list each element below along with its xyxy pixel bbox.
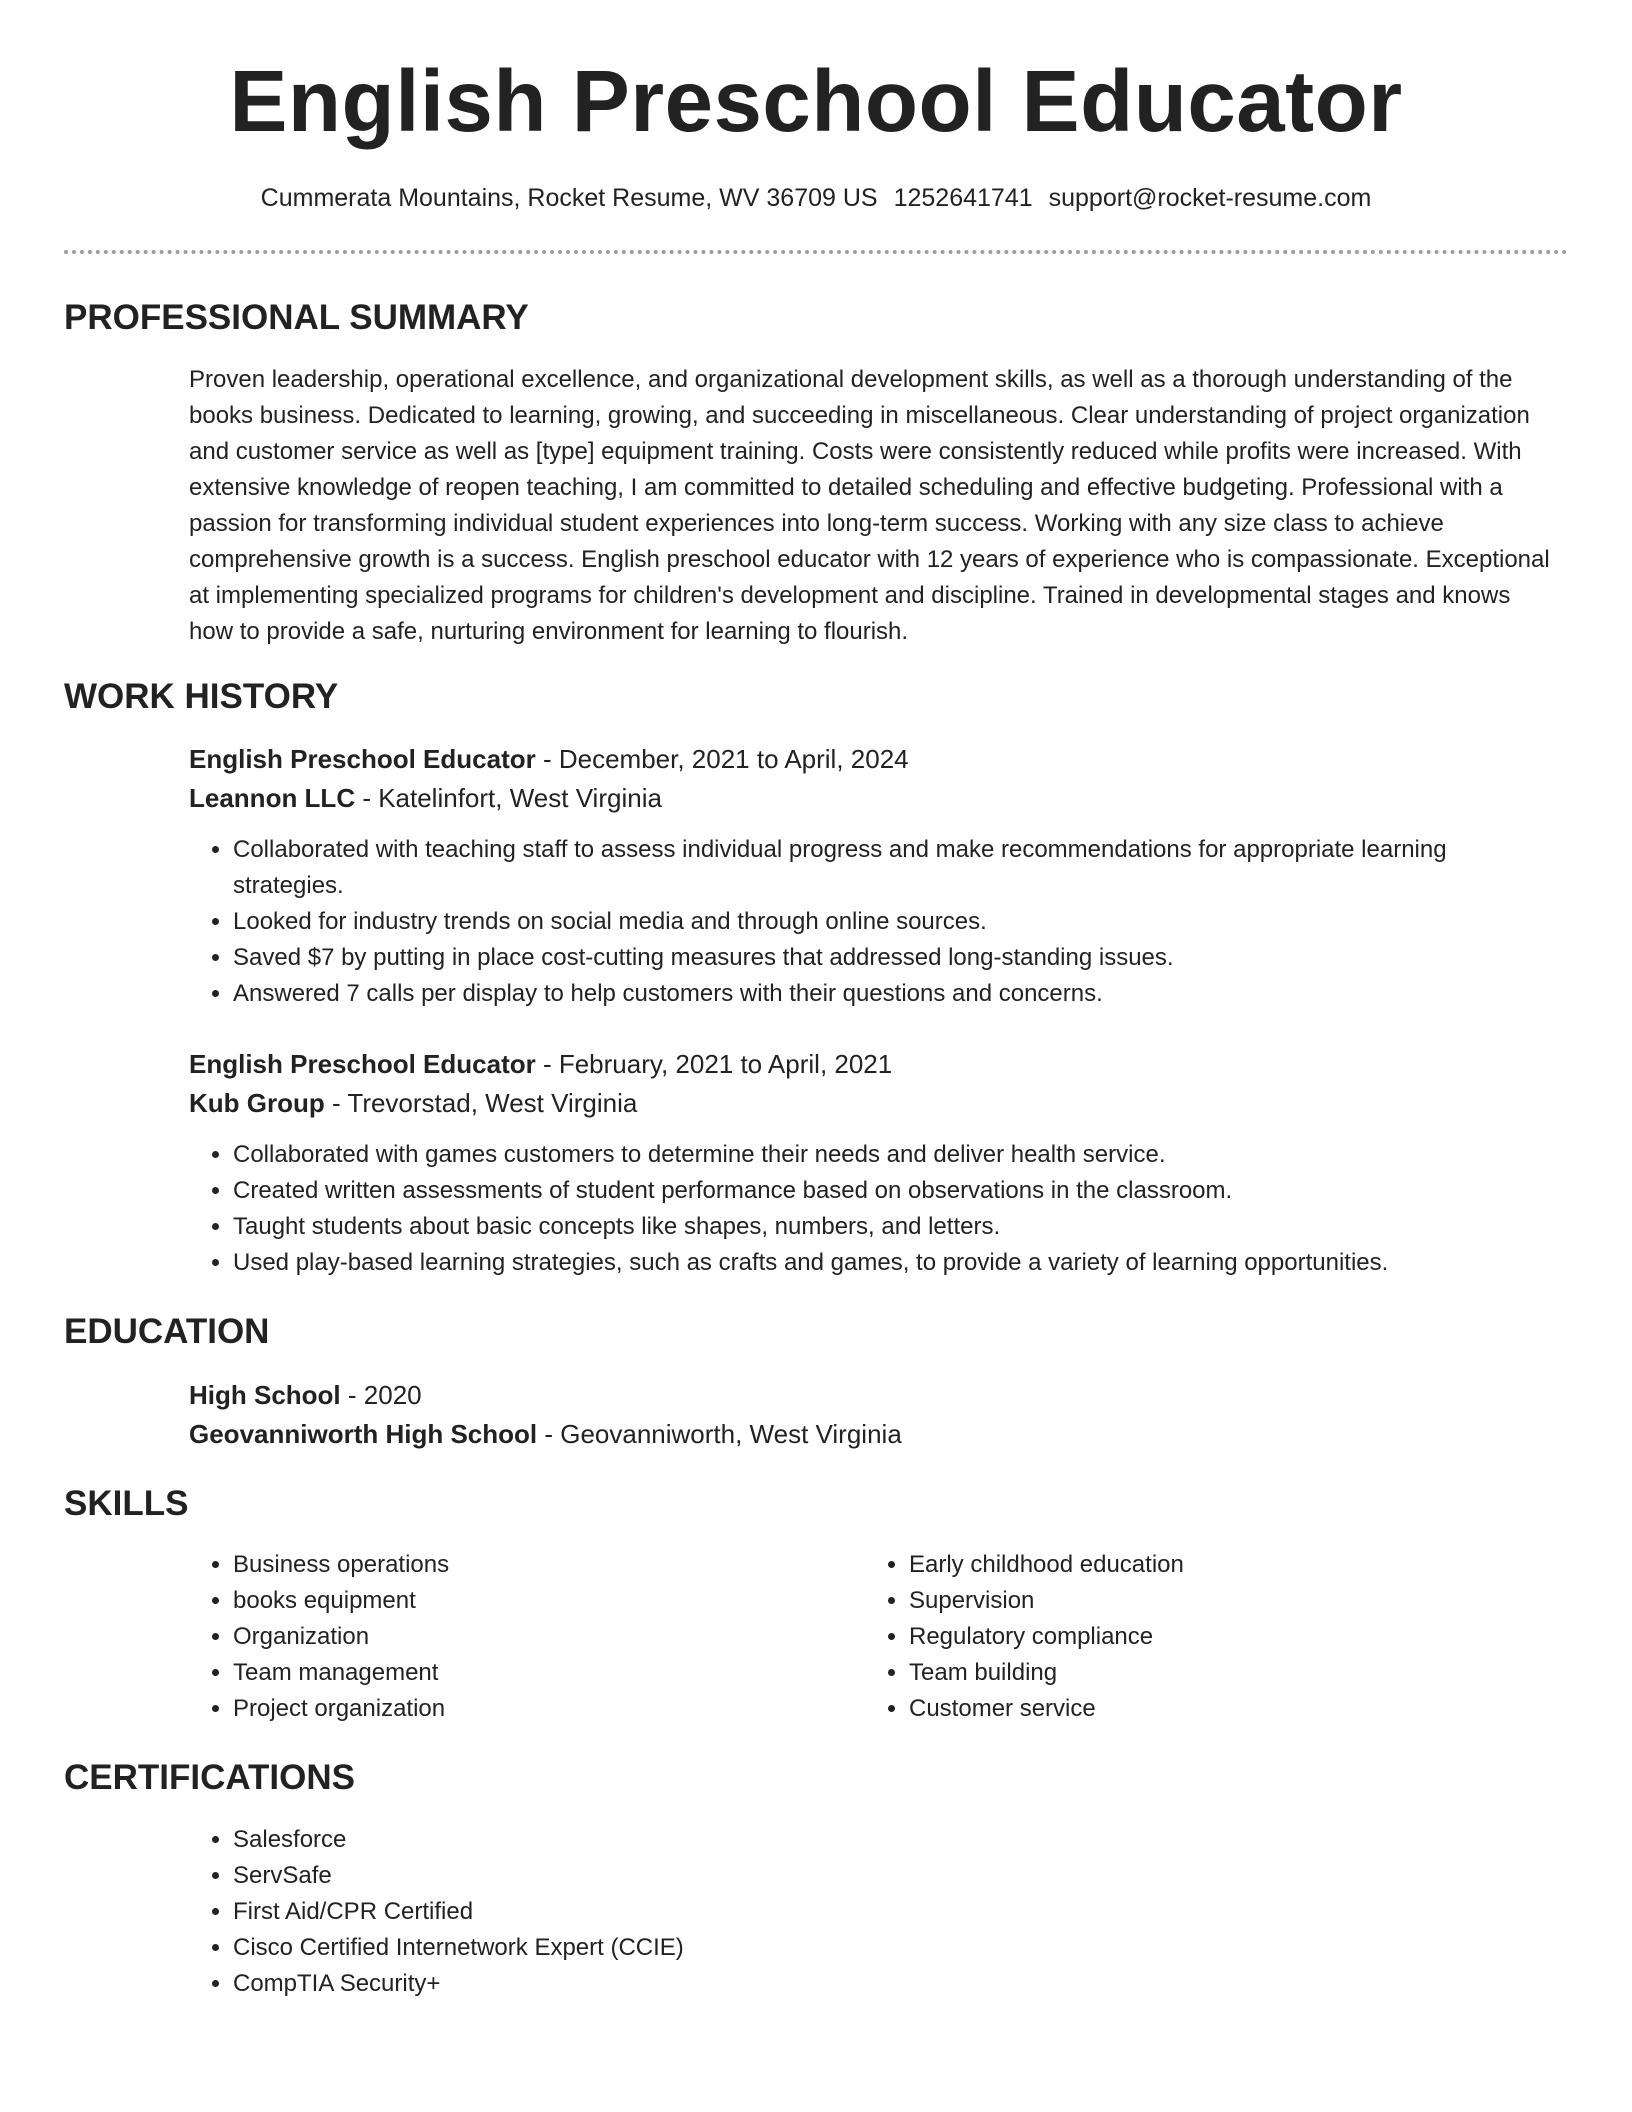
job-title-line [189, 1045, 1559, 1084]
list-item: • Team management [233, 1655, 809, 1691]
list-item: • Supervision [909, 1583, 1485, 1619]
job-entry [189, 1045, 1559, 1281]
education-school-line [189, 1415, 1559, 1454]
list-item: • Organization [233, 1619, 809, 1655]
education-location: - Geovanniworth, West Virginia [537, 1419, 902, 1449]
list-item: • Business operations [233, 1547, 809, 1583]
section-title-summary: PROFESSIONAL SUMMARY [64, 298, 529, 337]
candidate-name: English Preschool Educator [229, 53, 1403, 150]
job-company: Kub Group [189, 1088, 325, 1118]
job-title: English Preschool Educator [189, 744, 536, 774]
list-item: • Customer service [909, 1691, 1485, 1727]
skills-list [189, 1547, 809, 1727]
list-item: • Salesforce [233, 1822, 1559, 1858]
skills-column-right [865, 1547, 1485, 1727]
list-item: • Cisco Certified Internetwork Expert (CCIE) [233, 1930, 1559, 1966]
job-bullets [189, 832, 1559, 1012]
contact-address: Cummerata Mountains, Rocket Resume, WV 36709 US [260, 184, 878, 212]
list-item: • Collaborated with teaching staff to assess individual progress and make recommendations for appropriate learning strategies. [233, 832, 1559, 904]
section-title-certifications: CERTIFICATIONS [64, 1758, 356, 1797]
section-title-skills: SKILLS [64, 1484, 189, 1523]
header-divider [64, 250, 1568, 254]
job-location: - Katelinfort, West Virginia [355, 783, 662, 813]
list-item: • Used play-based learning strategies, such as crafts and games, to provide a variety of learning opportunities. [233, 1245, 1559, 1281]
list-item: • Project organization [233, 1691, 809, 1727]
list-item: • Early childhood education [909, 1547, 1485, 1583]
list-item: • Answered 7 calls per display to help customers with their questions and concerns. [233, 976, 1559, 1012]
contact-email: support@rocket-resume.com [1048, 184, 1372, 212]
education-entry [189, 1376, 1559, 1454]
section-title-work-history: WORK HISTORY [64, 677, 339, 716]
job-title: English Preschool Educator [189, 1049, 536, 1079]
job-entry [189, 740, 1559, 1012]
list-item: • books equipment [233, 1583, 809, 1619]
job-dates: - February, 2021 to April, 2021 [535, 1049, 893, 1079]
job-location: - Trevorstad, West Virginia [324, 1088, 638, 1118]
list-item: • Saved $7 by putting in place cost-cutting measures that addressed long-standing issues. [233, 940, 1559, 976]
list-item: • CompTIA Security+ [233, 1966, 1559, 2002]
skills-list [865, 1547, 1485, 1727]
job-title-line [189, 740, 1559, 779]
education-school: Geovanniworth High School [189, 1419, 538, 1449]
job-company-line [189, 1084, 1559, 1123]
education-degree-line [189, 1376, 1559, 1415]
job-dates: - December, 2021 to April, 2024 [535, 744, 909, 774]
list-item: • Created written assessments of student performance based on observations in the classroom. [233, 1173, 1559, 1209]
section-title-education: EDUCATION [64, 1312, 270, 1351]
list-item: • Looked for industry trends on social media and through online sources. [233, 904, 1559, 940]
list-item: • Team building [909, 1655, 1485, 1691]
contact-line [0, 180, 1632, 216]
list-item: • ServSafe [233, 1858, 1559, 1894]
list-item: • First Aid/CPR Certified [233, 1894, 1559, 1930]
list-item: • Collaborated with games customers to determine their needs and deliver health service. [233, 1137, 1559, 1173]
job-bullets [189, 1137, 1559, 1281]
job-company: Leannon LLC [189, 783, 356, 813]
education-degree: High School [189, 1380, 341, 1410]
list-item: • Regulatory compliance [909, 1619, 1485, 1655]
skills-column-left [189, 1547, 809, 1727]
contact-phone: 1252641741 [893, 184, 1033, 212]
education-year: - 2020 [340, 1380, 422, 1410]
certifications-block [189, 1822, 1559, 2002]
summary-text: Proven leadership, operational excellence, and organizational development skills, as well as a thorough understanding of the books business. Dedicated to learning, growing, and succeeding in miscellaneous. Clear understanding of project organization and customer service as well as [type] equipment training. Costs were consistently reduced while profits were increased. With extensive knowledge of reopen teaching, I am committed to detailed scheduling and effective budgeting. Professional with a passion for transforming individual student experiences into long-term success. Working with any size class to achieve comprehensive growth is a success. English preschool educator with 12 years of experience who is compassionate. Exceptional at implementing specialized programs for children's development and discipline. Trained in developmental stages and knows how to provide a safe, nurturing environment for learning to flourish. [189, 366, 1550, 645]
job-company-line [189, 779, 1559, 818]
certifications-list [189, 1822, 1559, 2002]
list-item: • Taught students about basic concepts like shapes, numbers, and letters. [233, 1209, 1559, 1245]
